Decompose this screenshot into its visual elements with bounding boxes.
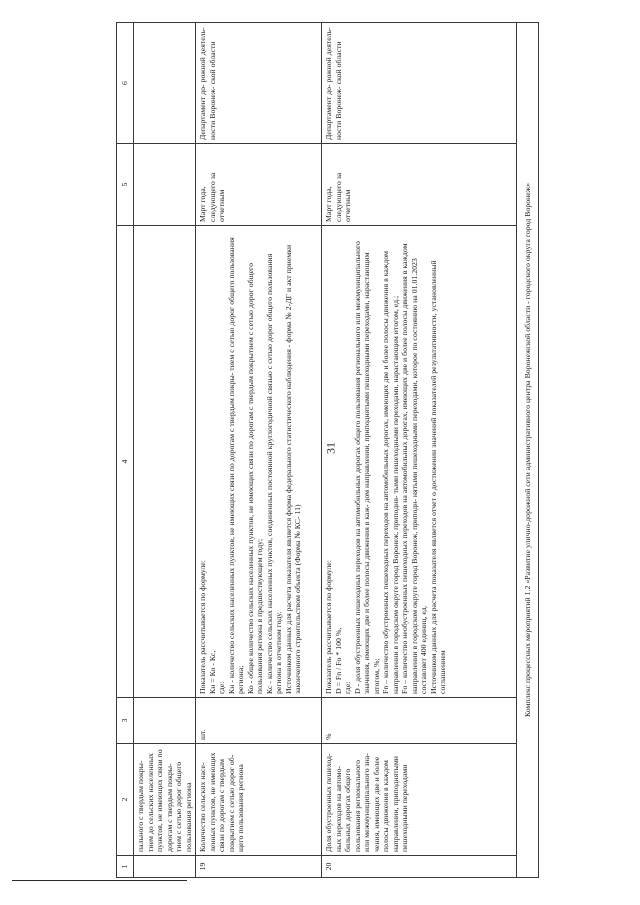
method-line: D - доля обустроенных пешеходных переходов на автомобильных дорогах общего пользования регионального или межмуниципального значения, имеющих две и более полосы движения в каж- дом направлении, приподнятыми пешеходными переходами, нарастающим итогом, %; [352,241,381,694]
indicators-table [116,22,539,878]
header-row [117,23,134,878]
responsible-cell: Департамент до- рожной деятель- ности Воронеж- ской области [196,23,322,144]
method-formula: Кн = Ко - Кс, [207,650,217,694]
method-line: Показатель рассчитывается по формуле: [324,560,333,694]
section-caption: Комплекс процессных мероприятий 1.2 «Развитие улично-дорожной сети административного центра Воронежской области - городского округа город Воронеж» [517,23,539,878]
header-cell: 5 [117,144,134,226]
table-row [134,23,196,878]
header-cell: 2 [117,744,134,856]
header-cell: 4 [117,226,134,698]
row-number [134,856,196,878]
responsible-cell [134,23,196,144]
header-cell: 6 [117,23,134,144]
method-line: Показатель рассчитывается по формуле: [198,560,207,694]
unit-cell [134,698,196,744]
method-line: где: [343,681,352,694]
method-cell [196,226,322,698]
section-caption-row [517,23,539,878]
header-cell: 3 [117,698,134,744]
unit-cell: % [322,698,517,744]
header-cell: 1 [117,856,134,878]
method-line: Кс - количество сельских населенных пунктов, соединенных постоянной круглогодичной связью с сетью дорог общего пользования региона в отчетном году. [264,253,283,694]
responsible-cell: Департамент до- рожной деятель- ности Воронеж- ской области [322,23,517,144]
method-line: где: [217,681,226,694]
method-line: Кн - количество сельских населенных пунктов, не имеющих связи по дорогам с твердым покры- тием с сетью дорог общего пользования региона; [226,237,245,694]
table-row [196,23,322,878]
page-number: 31 [323,442,338,454]
unit-cell: шт. [196,698,322,744]
method-line: Ко - общее количество сельских населенных пунктов, не имеющих связи по дорогам с твердым покрытием с сетью дорог общего пользования региона в предшествующем году; [245,263,264,694]
indicator-name: Количество сельских насе- ленных пунктов, не имеющих связи по дорогам с твердым покрытием с сетью дорог об- щего пользования региона [196,744,322,856]
row-number: 19 [196,856,322,878]
method-line: Fo – количество необустроенных пешеходных переходов на автомобильных дорогах, имеющих две и более полосы движения в каждом направлении в городском округе город Воронеж, приподн- нятыми пешеходными переходами, которое по состоянию на 01.01.2023 составляет 400 единиц, ед. [400,243,428,694]
rotated-table-container [116,23,532,878]
method-cell [134,226,196,698]
method-source: Источником данных для расчета показателя является форма федерального статистического наблюдения - форма № 2-ДГ и акт приемки законченного строительством объекта (Форма № КС- 11) [283,244,302,694]
footnote-divider [12,880,187,881]
method-line: Fn – количество обустроенных пешеходных переходов на автомобильных дорогах, имеющих две и более полосы движения в каждом направлении в городском округе город Воронеж, приподня- тыми пешеходными переходами, нарастающим итогом, ед.; [381,251,400,694]
period-cell: Март года, следующего за отчетным [322,144,517,226]
table-row [322,23,517,878]
period-cell [134,144,196,226]
indicator-name: пального с твердым покры- тием до сельских населенных пунктов, не имеющих связи по дорогам с твердым покры- тием с сетью дорог общего пользования региона [134,744,196,856]
period-cell: Март года, следующего за отчетным [196,144,322,226]
row-number: 20 [322,856,517,878]
method-source: Источником данных для расчета показателя является отчет о достижении значений показателей результативности, установленный соглашением [428,260,447,694]
method-formula: D = Fn / Fo * 100 %, [333,627,343,694]
indicator-name: Доля обустроенных пешеход- ных переходов на автомо- бильных дорогах общего пользования регионального или межмуниципального зна- чения, имеющих две и более полосы движения в каждом направлении, приподнятыми пешеходными переходами [322,744,517,856]
method-cell [322,226,517,698]
